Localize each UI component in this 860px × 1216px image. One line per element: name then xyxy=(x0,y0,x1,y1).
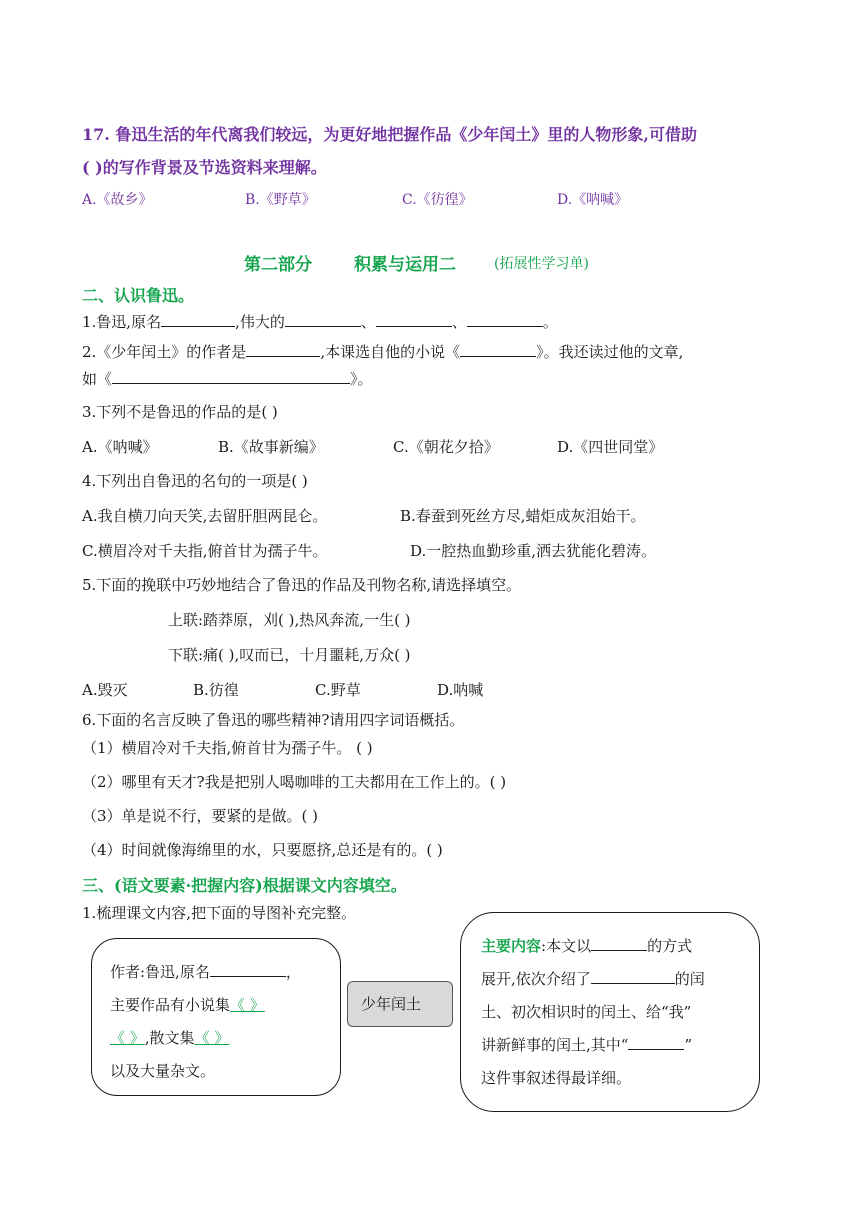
left-box-line2: 主要作品有小说集《 》 xyxy=(110,996,265,1014)
q6-item-2: （2）哪里有天才?我是把别人喝咖啡的工夫都用在工作上的。( ) xyxy=(82,773,507,791)
blank[interactable] xyxy=(591,936,647,951)
right-box-line2: 展开,依次介绍了 的闰 xyxy=(481,970,705,988)
q6-item-1: （1）横眉冷对千夫指,俯首甘为孺子牛。 ( ) xyxy=(82,739,373,757)
q5-option-c: C.野草 xyxy=(315,681,361,699)
q4-option-c: C.横眉冷对千夫指,俯首甘为孺子牛。 xyxy=(82,542,328,560)
q3-stem: 3.下列不是鲁迅的作品的是( ) xyxy=(82,403,278,421)
blank[interactable] xyxy=(628,1035,684,1050)
q5-option-d: D.呐喊 xyxy=(437,681,484,699)
left-box-line3: 《 》,散文集《 》 xyxy=(110,1029,230,1047)
q4-option-b: B.春蚕到死丝方尽,蜡炬成灰泪始干。 xyxy=(400,507,646,525)
left-box-line1: 作者:鲁迅,原名 ， xyxy=(110,963,301,981)
q3-option-c: C.《朝花夕拾》 xyxy=(393,438,499,456)
q6-stem: 6.下面的名言反映了鲁迅的哪些精神?请用四字词语概括。 xyxy=(82,711,465,729)
q5-upper: 上联:踏莽原，刈( ),热风奔流,一生( ) xyxy=(168,611,411,629)
q5-option-a: A.毁灭 xyxy=(82,681,128,699)
q17-line1: 17. 鲁迅生活的年代离我们较远，为更好地把握作品《少年闰土》里的人物形象,可借助 xyxy=(82,125,697,144)
right-box-line4: 讲新鲜事的闰土,其中“ ” xyxy=(481,1036,693,1054)
q17-option-a: A.《故乡》 xyxy=(82,192,153,208)
blank[interactable] xyxy=(112,369,350,384)
q3-option-d: D.《四世同堂》 xyxy=(557,438,664,456)
blank[interactable] xyxy=(591,969,675,984)
left-box-line4: 以及大量杂文。 xyxy=(110,1062,216,1080)
q4-option-d: D.一腔热血勤珍重,洒去犹能化碧涛。 xyxy=(410,542,657,560)
mindmap-right-box xyxy=(460,912,760,1112)
q2-line2: 如《 》。 xyxy=(82,370,373,388)
q5-option-b: B.彷徨 xyxy=(193,681,239,699)
blank[interactable] xyxy=(210,962,286,977)
blank[interactable] xyxy=(460,342,536,357)
q1-line: 1.鲁迅,原名 ,伟大的 、 、 。 xyxy=(82,313,558,331)
q3-option-b: B.《故事新编》 xyxy=(218,438,324,456)
q2-line1: 2.《少年闰土》的作者是 ,本课选自他的小说《 》。我还读过他的文章, xyxy=(82,343,684,361)
right-box-line1: 主要内容:本文以 的方式 xyxy=(481,937,693,955)
q17-option-d: D.《呐喊》 xyxy=(557,192,629,208)
q4-stem: 4.下列出自鲁迅的名句的一项是( ) xyxy=(82,472,308,490)
blank[interactable] xyxy=(246,342,320,357)
right-box-line3: 土、初次相识时的闰土、给“我” xyxy=(481,1003,692,1021)
section-part: 第二部分 xyxy=(244,255,312,275)
q17-option-c: C.《彷徨》 xyxy=(402,192,473,208)
section-title: 积累与运用二 xyxy=(354,255,456,275)
section-subtitle: (拓展性学习单) xyxy=(494,256,589,272)
q4-option-a: A.我自横刀向天笑,去留肝胆两昆仑。 xyxy=(82,507,328,525)
q6-item-4: （4）时间就像海绵里的水，只要愿挤,总还是有的。( ) xyxy=(82,841,443,859)
blank[interactable] xyxy=(467,312,543,327)
blank[interactable] xyxy=(285,312,361,327)
blank[interactable] xyxy=(376,312,452,327)
q5-lower: 下联:痛( ),叹而已，十月噩耗,万众( ) xyxy=(168,646,411,664)
q3-option-a: A.《呐喊》 xyxy=(82,438,158,456)
mindmap-center-box xyxy=(347,981,453,1027)
blank[interactable] xyxy=(161,312,235,327)
q3-1-stem: 1.梳理课文内容,把下面的导图补充完整。 xyxy=(82,904,357,922)
heading-three: 三、(语文要素·把握内容)根据课文内容填空。 xyxy=(82,876,407,895)
q17-line2: ( )的写作背景及节选资料来理解。 xyxy=(82,158,327,177)
mindmap-left-box xyxy=(91,938,341,1096)
center-title: 少年闰土 xyxy=(361,995,422,1013)
q17-option-b: B.《野草》 xyxy=(245,192,316,208)
right-box-line5: 这件事叙述得最详细。 xyxy=(481,1069,632,1087)
q6-item-3: （3）单是说不行，要紧的是做。( ) xyxy=(82,807,319,825)
q5-stem: 5.下面的挽联中巧妙地结合了鲁迅的作品及刊物名称,请选择填空。 xyxy=(82,576,522,594)
heading-two: 二、认识鲁迅。 xyxy=(82,286,195,305)
